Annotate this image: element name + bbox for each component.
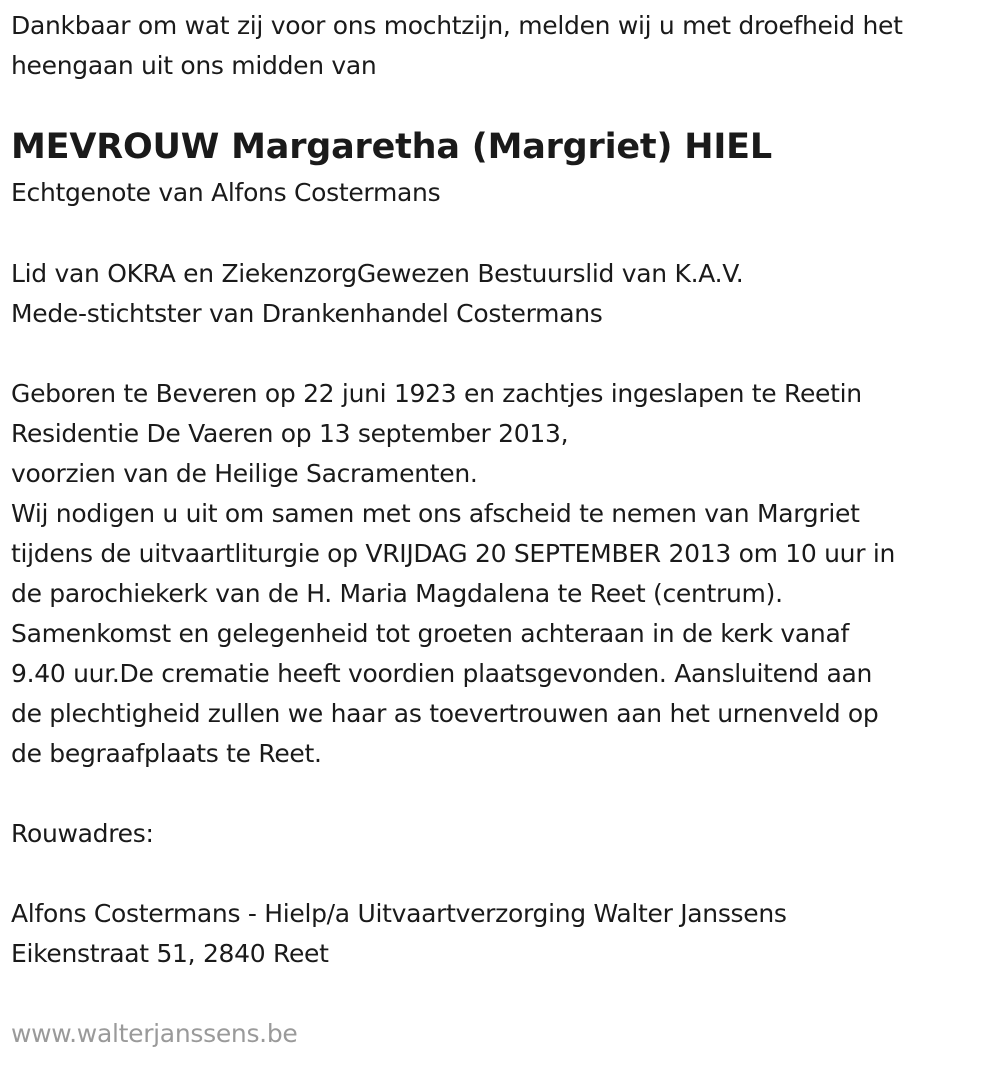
details-line: de plechtigheid zullen we haar as toevertrouwen aan het urnenveld op [11, 699, 879, 728]
details-line: 9.40 uur.De crematie heeft voordien plaatsgevonden. Aansluitend aan [11, 659, 873, 688]
details-paragraph [11, 374, 895, 774]
website-link[interactable]: www.walterjanssens.be [11, 1019, 298, 1048]
details-line: Geboren te Beveren op 22 juni 1923 en zachtjes ingeslapen te Reetin [11, 379, 862, 408]
details-line: voorzien van de Heilige Sacramenten. [11, 459, 478, 488]
details-line: Residentie De Vaeren op 13 september 2013, [11, 419, 569, 448]
address-block [11, 894, 787, 974]
role-line: Mede-stichtster van Drankenhandel Costermans [11, 299, 603, 328]
intro-line: heengaan uit ons midden van [11, 51, 377, 80]
address-label: Rouwadres: [11, 819, 154, 848]
spouse-line: Echtgenote van Alfons Costermans [11, 178, 441, 207]
intro-line: Dankbaar om wat zij voor ons mochtzijn, melden wij u met droefheid het [11, 11, 903, 40]
roles-paragraph [11, 254, 743, 334]
role-line: Lid van OKRA en ZiekenzorgGewezen Bestuurslid van K.A.V. [11, 259, 744, 288]
details-line: tijdens de uitvaartliturgie op VRIJDAG 20 SEPTEMBER 2013 om 10 uur in [11, 539, 896, 568]
deceased-name: MEVROUW Margaretha (Margriet) HIEL [11, 127, 772, 167]
intro-paragraph [11, 6, 903, 86]
spouse-line-block [11, 173, 440, 213]
address-line: Eikenstraat 51, 2840 Reet [11, 939, 329, 968]
details-line: Wij nodigen u uit om samen met ons afscheid te nemen van Margriet [11, 499, 860, 528]
details-line: de parochiekerk van de H. Maria Magdalena te Reet (centrum). [11, 579, 783, 608]
details-line: de begraafplaats te Reet. [11, 739, 322, 768]
address-line: Alfons Costermans - Hielp/a Uitvaartverzorging Walter Janssens [11, 899, 787, 928]
details-line: Samenkomst en gelegenheid tot groeten achteraan in de kerk vanaf [11, 619, 849, 648]
address-label-block [11, 814, 154, 854]
